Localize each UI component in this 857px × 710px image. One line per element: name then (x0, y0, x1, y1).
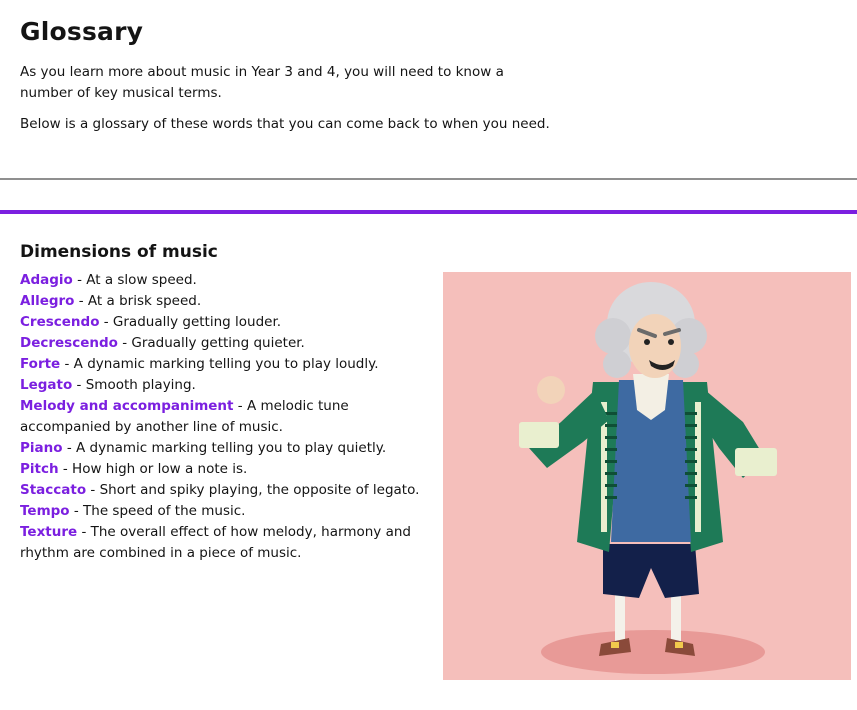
glossary-item (20, 333, 430, 354)
term-definition: - Gradually getting louder. (99, 314, 282, 330)
section-heading: Dimensions of music (20, 242, 218, 262)
composer-illustration (443, 272, 851, 680)
term-definition: - At a slow speed. (72, 272, 197, 288)
glossary-list (20, 270, 430, 564)
glossary-item (20, 438, 430, 459)
term-definition: - How high or low a note is. (58, 461, 248, 477)
term-word: Forte (20, 356, 61, 372)
term-definition: - Smooth playing. (72, 377, 196, 393)
term-word: Legato (20, 377, 73, 393)
glossary-item (20, 291, 430, 312)
intro-text: As you learn more about music in Year 3 and 4, you will need to know a number of key musical terms. (20, 64, 504, 101)
section-divider (0, 178, 857, 180)
glossary-item (20, 459, 430, 480)
glossary-item (20, 354, 430, 375)
glossary-item (20, 270, 430, 291)
composer-figure-icon (443, 272, 851, 680)
term-word: Piano (20, 440, 63, 456)
term-word: Melody and accompaniment (20, 398, 234, 414)
term-definition: - The overall effect of how melody, harmony and rhythm are combined in a piece of music. (20, 524, 411, 561)
term-definition: - A dynamic marking telling you to play loudly. (60, 356, 379, 372)
term-definition: - Short and spiky playing, the opposite of legato. (86, 482, 420, 498)
term-word: Texture (20, 524, 78, 540)
term-definition: - At a brisk speed. (74, 293, 202, 309)
term-word: Pitch (20, 461, 59, 477)
term-word: Decrescendo (20, 335, 118, 351)
glossary-item (20, 480, 430, 501)
intro-text-secondary: Below is a glossary of these words that you can come back to when you need. (20, 116, 550, 132)
term-word: Adagio (20, 272, 73, 288)
accent-divider (0, 210, 857, 214)
term-definition: - Gradually getting quieter. (117, 335, 305, 351)
term-word: Staccato (20, 482, 87, 498)
term-word: Allegro (20, 293, 75, 309)
term-definition: - A dynamic marking telling you to play quietly. (62, 440, 387, 456)
glossary-item (20, 522, 430, 564)
glossary-item (20, 501, 430, 522)
dimensions-section (20, 240, 430, 564)
page-title: Glossary (20, 17, 144, 46)
term-definition: - A melodic tune accompanied by another line of music. (20, 398, 349, 435)
glossary-item (20, 312, 430, 333)
term-definition: - The speed of the music. (69, 503, 246, 519)
glossary-item (20, 375, 430, 396)
intro-section (20, 14, 840, 135)
glossary-item (20, 396, 430, 438)
term-word: Crescendo (20, 314, 100, 330)
term-word: Tempo (20, 503, 70, 519)
